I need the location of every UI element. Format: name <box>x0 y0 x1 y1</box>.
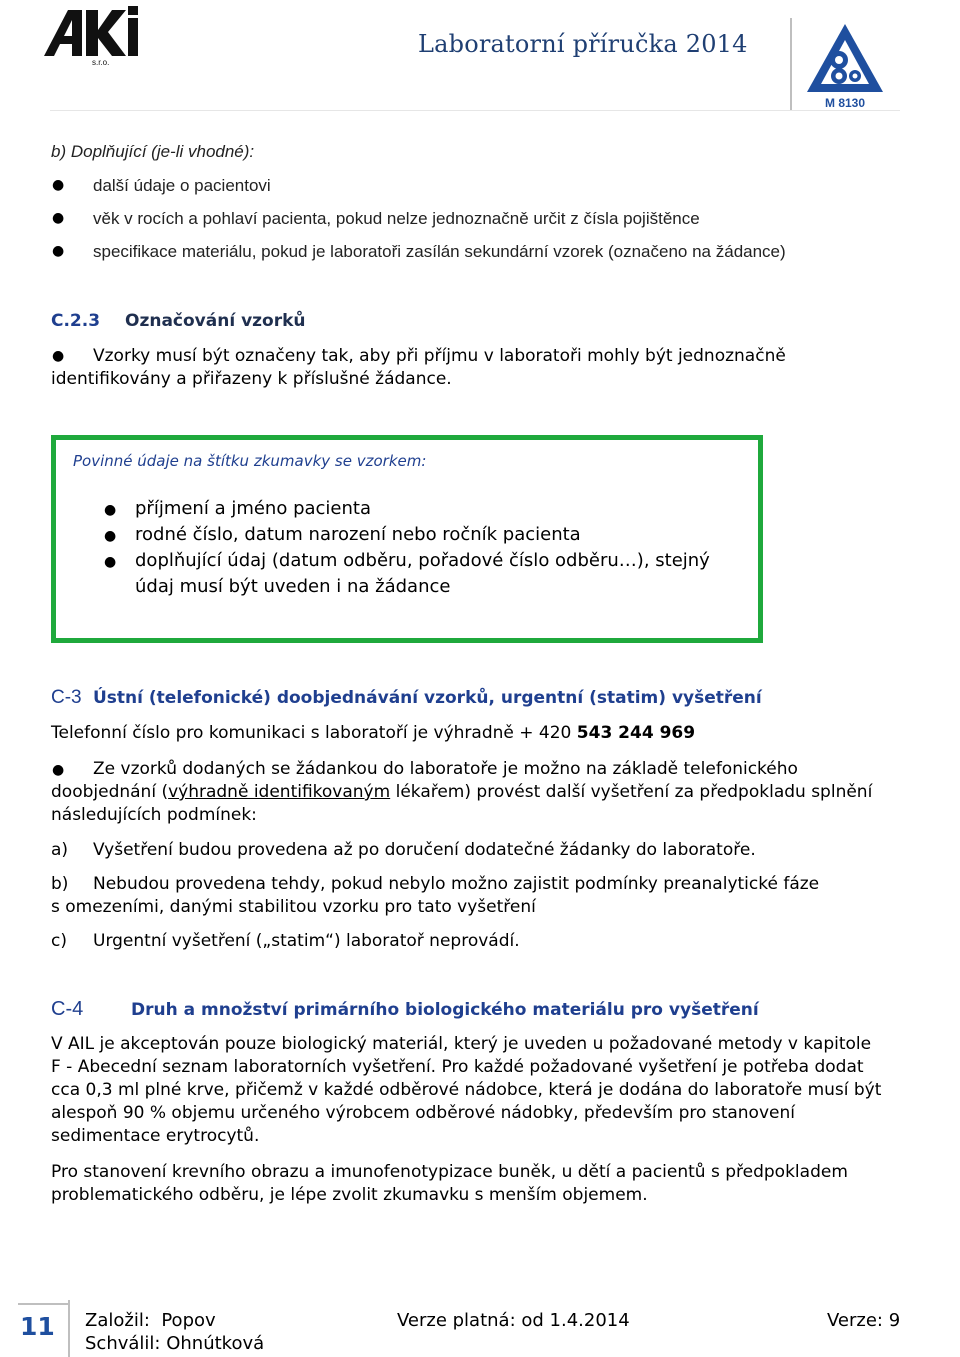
bullet-dot: ● <box>52 177 65 193</box>
c4-p1-line: sedimentace erytrocytů. <box>51 1126 260 1146</box>
item-a-label: a) <box>51 840 69 860</box>
bullet-dot: ● <box>52 210 65 226</box>
footer-founded <box>85 1310 216 1331</box>
item-a-text: Vyšetření budou provedena až po doručení dodatečné žádanky do laboratoře. <box>93 840 756 860</box>
footer-version: Verze: 9 <box>827 1310 901 1331</box>
section-c23-text-line1: Vzorky musí být označeny tak, aby při příjmu v laboratoři mohly být jednoznačně <box>93 346 786 366</box>
section-c4-number: C-4 <box>51 998 84 1020</box>
accreditation-code: M 8130 <box>824 96 866 110</box>
list-item: další údaje o pacientovi <box>93 176 271 195</box>
section-c23-text-line2: identifikovány a přiřazeny k příslušné žádance. <box>51 369 452 389</box>
box-item: příjmení a jméno pacienta <box>135 498 371 519</box>
bullet-dot: ● <box>104 502 117 518</box>
c4-p1-line: cca 0,3 ml plné krve, přičemž v každé odběrové nádobce, která je dodána do laboratoře musí být <box>51 1080 882 1100</box>
section-c4-title: Druh a množství primárního biologického materiálu pro vyšetření <box>131 1000 759 1020</box>
box-item: doplňující údaj (datum odběru, pořadové číslo odběru…), stejný <box>135 550 710 571</box>
footer-valid: Verze platná: od 1.4.2014 <box>397 1310 630 1331</box>
c3-bullet-line3: následujících podmínek: <box>51 805 257 825</box>
section-c3-title: Ústní (telefonické) doobjednávání vzorků, urgentní (statim) vyšetření <box>93 688 762 708</box>
header-divider <box>790 18 792 110</box>
c4-p2-line: Pro stanovení krevního obrazu a imunofenotypizace buněk, u dětí a pacientů s předpokladem <box>51 1162 848 1182</box>
bullet-dot: ● <box>52 762 65 778</box>
box-title: Povinné údaje na štítku zkumavky se vzorkem: <box>73 452 427 470</box>
bullet-dot: ● <box>52 348 65 364</box>
section-c23-number: C.2.3 <box>51 311 101 331</box>
box-item: rodné číslo, datum narození nebo ročník pacienta <box>135 524 581 545</box>
phone-text: Telefonní číslo pro komunikaci s laboratoří je výhradně + 420 <box>51 723 572 743</box>
c4-p1-line: V AIL je akceptován pouze biologický materiál, který je uveden u požadované metody v kapitole <box>51 1034 872 1054</box>
item-b-text2: s omezeními, danými stabilitou vzorku pro tato vyšetření <box>51 897 536 917</box>
footer-divider <box>68 1300 70 1357</box>
c3-line2-underlined: výhradně identifikovaným <box>168 782 391 802</box>
c3-line2-part-a: doobjednání ( <box>51 782 169 802</box>
bullet-dot: ● <box>52 243 65 259</box>
c4-p1-line: F - Abecední seznam laboratorních vyšetření. Pro každé požadované vyšetření je potřeba dodat <box>51 1057 864 1077</box>
footer-approved-value: Ohnútková <box>166 1333 265 1354</box>
list-item: věk v rocích a pohlaví pacienta, pokud nelze jednoznačně určit z čísla pojištěnce <box>93 209 700 228</box>
section-b-heading: b) Doplňující (je-li vhodné): <box>51 142 255 161</box>
box-item-continuation: údaj musí být uveden i na žádance <box>135 576 451 597</box>
list-item: specifikace materiálu, pokud je laboratoři zasílán sekundární vzorek (označeno na žádance) <box>93 242 786 261</box>
footer-rule <box>18 1303 70 1305</box>
phone-line <box>51 722 695 745</box>
bullet-dot: ● <box>104 528 117 544</box>
c4-p2-line: problematického odběru, je lépe zvolit zkumavku s menším objemem. <box>51 1185 648 1205</box>
item-c-label: c) <box>51 931 67 951</box>
footer-founded-value: Popov <box>161 1310 216 1331</box>
header-rule <box>50 110 900 111</box>
c3-bullet-line2 <box>51 781 872 804</box>
page-header-title: Laboratorní příručka 2014 <box>418 30 748 58</box>
footer-approved <box>85 1333 264 1354</box>
c3-line2-part-b: lékařem) provést další vyšetření za předpokladu splnění <box>390 782 873 802</box>
item-c-text: Urgentní vyšetření („statim“) laboratoř neprovádí. <box>93 931 520 951</box>
footer-approved-label: Schválil: <box>85 1333 161 1354</box>
accreditation-logo <box>805 22 885 110</box>
bullet-dot: ● <box>104 554 117 570</box>
aki-logo-sub: s.r.o. <box>92 58 110 66</box>
c3-bullet-line1: Ze vzorků dodaných se žádankou do laboratoře je možno na základě telefonického <box>93 759 798 779</box>
item-b-text1: Nebudou provedena tehdy, pokud nebylo možno zajistit podmínky preanalytické fáze <box>93 874 820 894</box>
footer-founded-label: Založil: <box>85 1310 150 1331</box>
aki-logo <box>40 4 140 66</box>
c4-p1-line: alespoň 90 % objemu určeného výrobcem odběrové nádobky, především pro stanovení <box>51 1103 795 1123</box>
section-c23-title: Označování vzorků <box>125 311 306 331</box>
page-number: 11 <box>20 1312 55 1341</box>
item-b-label: b) <box>51 874 69 894</box>
section-c3-number: C-3 <box>51 687 82 708</box>
phone-number: 543 244 969 <box>576 723 696 743</box>
